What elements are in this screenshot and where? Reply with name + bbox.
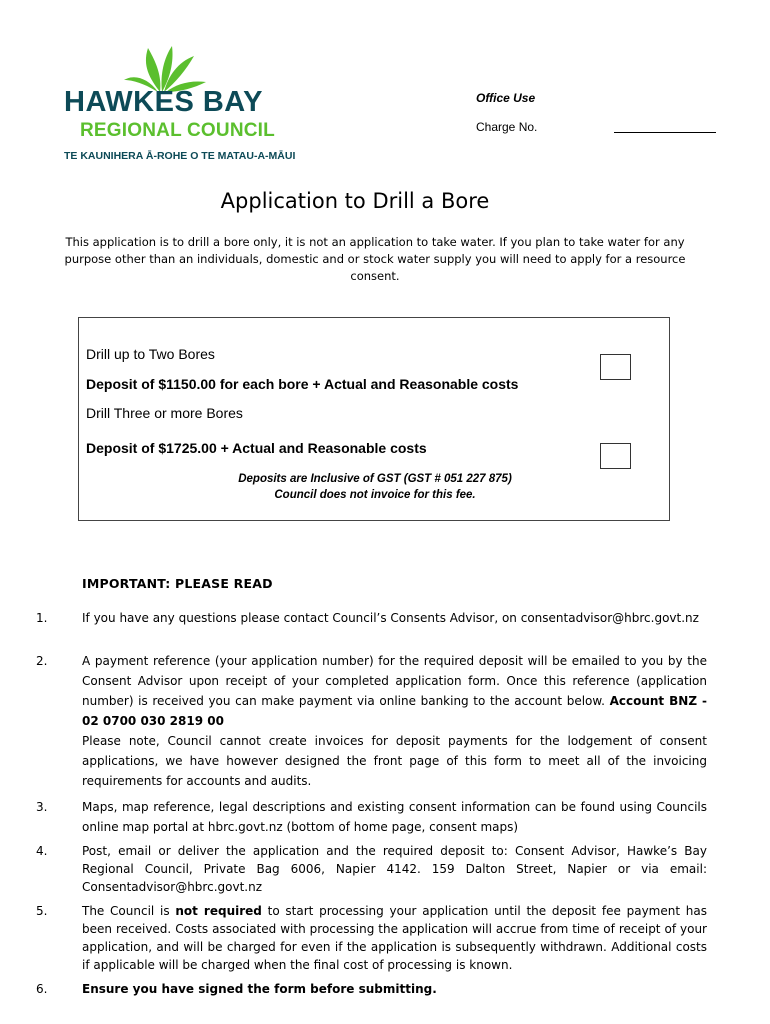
item-text-part: to start processing your application until the deposit fee payment has been received. Costs associated with processing the application will accrue from time of receipt of your application, and will be charged for even if the application is subsequently withdrawn. Additional costs if applicable will be charged when the final cost of processing is known. xyxy=(82,904,708,972)
logo-title: HAWKES BAY xyxy=(64,86,263,118)
option-two-bores-label: Drill up to Two Bores xyxy=(86,346,215,362)
invoice-note: Council does not invoice for this fee. xyxy=(274,489,476,501)
item-text-part: A payment reference (your application number) for the required deposit will be emailed to you by the Consent Advisor upon receipt of your completed application form. Once this reference (application number) is received you can make payment via online banking to the account below. xyxy=(82,654,707,708)
charge-no-label: Charge No. xyxy=(476,120,538,134)
item-text-part: Please note, Council cannot create invoices for deposit payments for the lodgement of consent applications, we have however designed the front page of this form to meet all of the invoicing requirements for accounts and audits. xyxy=(82,734,707,788)
option-two-bores-checkbox[interactable] xyxy=(600,354,631,380)
option-three-bores-checkbox[interactable] xyxy=(600,443,631,469)
option-two-bores-deposit: Deposit of $1150.00 for each bore + Actual and Reasonable costs xyxy=(86,376,519,392)
option-three-bores-label: Drill Three or more Bores xyxy=(86,405,243,421)
item-number: 6. xyxy=(36,982,48,996)
item-text: If you have any questions please contact Council’s Consents Advisor, on consentadvisor@hbrc.govt.nz xyxy=(82,611,699,625)
item-text xyxy=(82,979,707,999)
item-number: 3. xyxy=(36,800,48,814)
gst-note: Deposits are Inclusive of GST (GST # 051 227 875) xyxy=(238,473,512,485)
item-number: 1. xyxy=(36,611,48,625)
signature-reminder: Ensure you have signed the form before submitting. xyxy=(82,982,437,996)
logo-maori-name: TE KAUNIHERA Ā-ROHE O TE MATAU-A-MĀUI xyxy=(64,150,296,162)
intro-paragraph: This application is to drill a bore only, it is not an application to take water. If you plan to take water for any purpose other than an individuals, domestic and or stock water supply you will need to apply for a resource consent. xyxy=(64,235,686,283)
page-title: Application to Drill a Bore xyxy=(220,189,490,213)
bank-account-number: Account BNZ - 02 0700 030 2819 00 xyxy=(82,694,707,728)
item-text: Maps, map reference, legal descriptions and existing consent information can be found using Councils online map portal at hbrc.govt.nz (bottom of home page, consent maps) xyxy=(82,800,707,834)
important-heading: IMPORTANT: PLEASE READ xyxy=(82,576,273,591)
item-number: 4. xyxy=(36,844,48,858)
option-three-bores-deposit: Deposit of $1725.00 + Actual and Reasonable costs xyxy=(86,440,427,456)
charge-no-field[interactable] xyxy=(614,132,716,133)
logo-subtitle: REGIONAL COUNCIL xyxy=(80,120,275,141)
item-text xyxy=(82,651,707,791)
item-text-part: The Council is xyxy=(82,904,176,918)
office-use-heading: Office Use xyxy=(476,91,536,105)
item-text xyxy=(82,902,707,974)
item-text-bold: not required xyxy=(175,904,262,918)
item-text: Post, email or deliver the application and the required deposit to: Consent Advisor, Hawke’s Bay Regional Council, Private Bag 6006, Napier 4142. 159 Dalton Street, Napier or via email: Consentadvisor@hbrc.govt.nz xyxy=(82,844,707,894)
item-number: 5. xyxy=(36,904,48,918)
item-number: 2. xyxy=(36,654,48,668)
